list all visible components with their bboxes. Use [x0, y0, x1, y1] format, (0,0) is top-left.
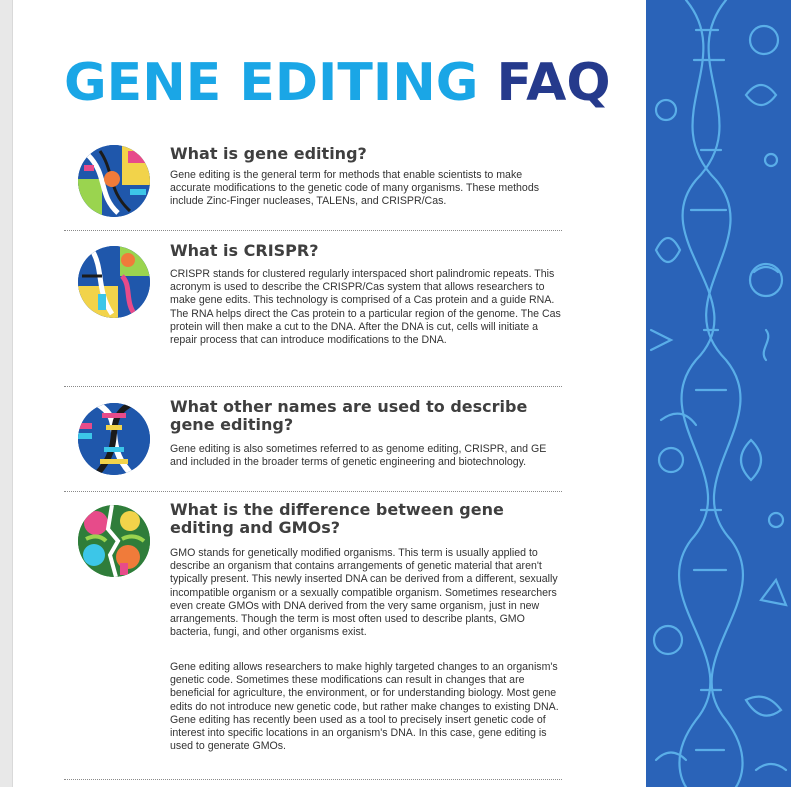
faq-answer-continued: Gene editing allows researchers to make highly targeted changes to an organism's genetic code. Sometimes these modifications can result in changes that are beneficial for agriculture, the environment, or for understanding biology. Most gene edits do not introduce new genetic code, but rather make changes to existing DNA. Gene editing has recently been used as a tool to precisely insert genetic code of interest into specific locations in an organism's DNA. In this case, gene editing is used to generate GMOs. [170, 661, 559, 753]
faq-question: What is the difference between gene editing and GMOs? [170, 500, 504, 537]
decorative-pattern-panel [646, 0, 791, 787]
faq-question: What is gene editing? [170, 144, 367, 163]
divider [64, 230, 562, 231]
dna-helix-icon [78, 403, 150, 475]
faq-answer: CRISPR stands for clustered regularly interspaced short palindromic repeats. This acronym is used to describe the CRISPR/Cas system that allows researchers to make gene edits. This technology is comprised of a Cas protein and a guide RNA. The RNA helps direct the Cas protein to a particular region of the genome. The Cas protein will then make a cut to the DNA. After the DNA is cut, cells will initiate a repair process that can introduce modifications to the DNA. [170, 268, 561, 347]
title-part-2: FAQ [496, 53, 611, 113]
plants-and-dna-illustration-icon [78, 505, 150, 577]
crispr-illustration-icon [78, 246, 150, 318]
faq-question: What is CRISPR? [170, 241, 319, 260]
faq-answer: GMO stands for genetically modified organisms. This term is usually applied to describe an organism that contains arrangements of genetic material that aren't typically present. This newly inserted DNA can be derived from a different, sexually incompatible organism or a sexually compatible organism. Sometimes researchers even create GMOs with DNA derived from the very same organism, just in new arrangements. Though the term is most often used to describe plants, GMO bacteria, fungi, and other organisms exist. [170, 547, 558, 639]
divider [64, 386, 562, 387]
faq-question: What other names are used to describe gene editing? [170, 397, 528, 434]
decorative-pattern [646, 0, 791, 787]
gene-editing-illustration-icon [78, 145, 150, 217]
divider [64, 491, 562, 492]
title-part-1: GENE EDITING [64, 53, 479, 113]
divider [64, 779, 562, 780]
faq-answer: Gene editing is also sometimes referred to as genome editing, CRISPR, and GE and included in the broader terms of genetic engineering and biotechnology. [170, 443, 547, 469]
page-title [64, 48, 611, 118]
faq-answer: Gene editing is the general term for methods that enable scientists to make accurate modifications to the genetic code of many organisms. These methods include Zinc-Finger nucleases, TALENs, and CRISPR/Cas. [170, 169, 540, 208]
page-edge [0, 0, 13, 787]
